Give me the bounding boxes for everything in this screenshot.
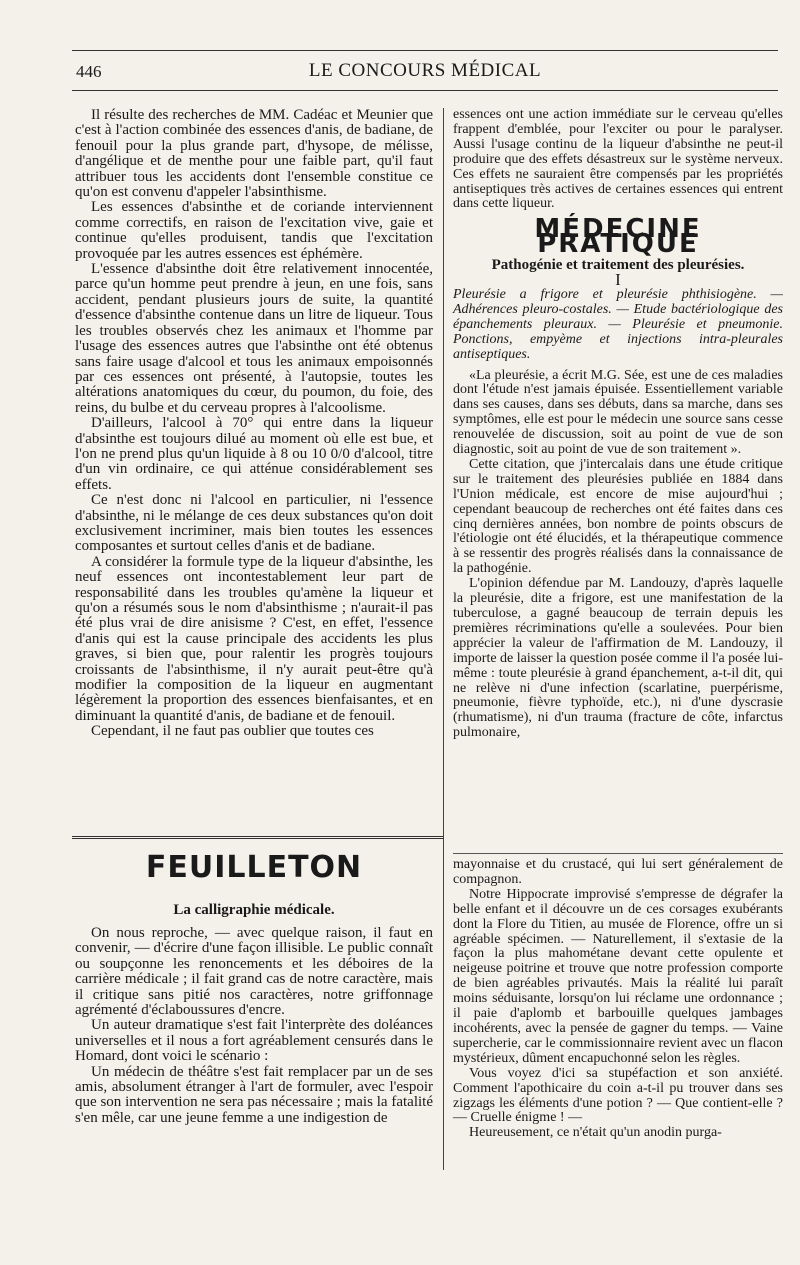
section-subtitle: Pathogénie et traitement des pleurésies. <box>491 257 745 274</box>
page-number: 446 <box>76 62 102 81</box>
header-rule <box>72 90 778 91</box>
paragraph: mayonnaise et du crustacé, qui lui sert généralement de compagnon. <box>453 857 783 887</box>
right-column-article <box>453 108 783 741</box>
paragraph: Ce n'est donc ni l'alcool en particulier, ni l'essence d'absinthe, ni le mélange de ces deux substances qu'on doit exclusivement incriminer, mais bien toutes les essences composantes et surtout celles d'anis et de badiane. <box>75 492 433 555</box>
paragraph: On nous reproche, — avec quelque raison, il faut en convenir, — d'écrire d'une façon illisible. Le public connaît ou soupçonne les renoncements et les déboires de la carrière médicale ; il fait grand cas de notre caractère, mais il critique sans pitié nos caractères, notre griffonnage agrémenté d'éclaboussures d'encre. <box>75 925 433 1019</box>
feuilleton-subtitle: La calligraphie médicale. <box>173 902 335 918</box>
section-summary: Pleurésie a frigore et pleurésie phthisiogène. — Adhérences pleuro-costales. — Etude bactériologique des épanchements pleuraux. — Pleurésie et pneumonie. Ponctions, empyème et injections intra-pleurales antiseptiques. <box>453 286 783 362</box>
feuilleton-text-right <box>453 858 783 1141</box>
paragraph: Cependant, il ne faut pas oublier que toutes ces <box>91 723 374 740</box>
running-title: LE CONCOURS MÉDICAL <box>308 60 542 81</box>
feuilleton-rule-right <box>453 853 783 854</box>
paragraph: Un auteur dramatique s'est fait l'interprète des doléances universelles et il nous a fort agréablement censurés dans le Homard, dont voici le scénario : <box>75 1017 433 1065</box>
paragraph: «La pleurésie, a écrit M.G. Sée, est une de ces maladies dont l'étude n'est jamais épuisée. Essentiellement variable dans ses causes, dans ses débuts, dans sa marche, dans ses symptômes, elle est pour le médecin une source sans cesse renouvelée de discussion, soit au point de vue de son diagnostic, soit au point de vue de son traitement ». <box>453 367 783 458</box>
feuilleton-title: FEUILLETON <box>145 850 363 885</box>
section-number: I <box>615 270 621 290</box>
paragraph: Cette citation, que j'intercalais dans une étude critique sur le traitement des pleurésies publiée en 1884 dans l'Union médicale, est encore de mise aujourd'hui ; cependant beaucoup de recherches ont été faites dans ces cinq dernières années, bon nombre de points obscurs de l'étiologie ont été élucidés, et la thérapeutique commence à se ressentir des progrès réalisés dans la connaissance de la pathogénie. <box>453 456 783 577</box>
feuilleton-text-left <box>75 926 433 1126</box>
left-column-article <box>75 108 433 740</box>
paragraph: Il résulte des recherches de MM. Cadéac et Meunier que c'est à l'action combinée des essences d'anis, de badiane, de fenouil pour la plus grande part, d'hysope, de mélisse, d'angélique et de menthe pour une faible part, qu'il faut attribuer tous les accidents dont l'ensemble constitue ce qu'on est convenu d'appeler l'absinthisme. <box>75 107 433 201</box>
paragraph: D'ailleurs, l'alcool à 70° qui entre dans la liqueur d'absinthe est toujours dilué au moment où elle est bue, et l'on ne prend plus qu'un liquide à 8 ou 10 0/0 d'alcool, titre d'un vin ordinaire, ce qui atténue considérablement ses effets. <box>75 415 433 493</box>
paragraph: L'opinion défendue par M. Landouzy, d'après laquelle la pleurésie, dite a frigore, est une manifestation de la tuberculose, a gagné beaucoup de terrain depuis les premières récriminations qu'elle a soulevées. Pour bien apprécier la valeur de l'affirmation de M. Landouzy, il importe de laisser la question posée comme il l'a posée lui-même : toute pleurésie à grand épanchement, a-t-il dit, qui ne relève ni d'une infection (scarlatine, puerpérisme, pneumonie, fièvre typhoïde, etc.), ni d'une dyscrasie (rhumatisme), ni d'un trauma (fracture de côte, infarctus pulmonaire, <box>453 576 783 741</box>
paragraph: Vous voyez d'ici sa stupéfaction et son anxiété. Comment l'apothicaire du coin a-t-il pu trouver dans ses zigzags les éléments d'une potion ? — Que contient-elle ? — Cruelle énigme ! — <box>453 1065 783 1126</box>
section-title: MÉDECINE PRATIQUE <box>534 214 702 260</box>
top-rule <box>72 50 778 51</box>
paragraph: A considérer la formule type de la liqueur d'absinthe, les neuf essences ont incontestablement leur part de responsabilité dans les troubles qu'amène la liqueur et qu'on a résumés sous le nom d'absinthisme ; n'aurait-il pas été plus vrai de dire anisisme ? C'est, en effet, l'essence d'anis qui est la cause principale des accidents les plus graves, si bien que, pour ralentir les progrès toujours croissants de l'absinthisme, il n'y aurait peut-être qu'à modifier la composition de la liqueur en augmentant légèrement la proportion des essences bienfaisantes, et en diminuant la quantité d'anis, de badiane et de fenouil. <box>75 553 433 724</box>
paragraph: Les essences d'absinthe et de coriande interviennent comme correctifs, en raison de l'excitation vive, gaie et continue qu'elles produisent, tandis que l'excitation provoquée par les autres essences est éphémère. <box>75 199 433 262</box>
paragraph: Heureusement, ce n'était qu'un anodin purga- <box>469 1125 722 1141</box>
feuilleton-divider <box>72 836 443 839</box>
column-divider <box>443 108 444 1170</box>
page-header <box>72 60 778 84</box>
paragraph: L'essence d'absinthe doit être relativement innocentée, parce qu'un homme peut prendre à jeun, en une fois, sans accident, pendant plusieurs jours de suite, la quantité d'essence d'absinthe contenue dans un litre de liqueur. Tous les troubles observés chez les animaux et l'homme par l'usage des essences autres que l'absinthe ont été obtenus sans faire usage d'alcool et tous les animaux empoisonnés par ces essences ont présenté, à l'autopsie, toutes les altérations anatomiques du cœur, du poumon, du foie, des reins, du bulbe et du cerveau propres à l'alcoolisme. <box>75 261 433 416</box>
paragraph: Notre Hippocrate improvisé s'empresse de dégrafer la belle enfant et il découvre un de ces corsages exubérants dont la Flore du Titien, au musée de Florence, offre un si agréable spécimen. — Naturellement, il s'extasie de la façon la plus mahométane devant cette opulente et neigeuse poitrine et trouve que notre profession comporte de bien agréables privautés. Mais la réalité lui paraît moins séduisante, lorsqu'on lui réclame une ordonnance ; il paie d'aplomb et barbouille quelques jambages incohérents, avec la pensée de gagner du temps. — Vaine supercherie, car le commissionnaire revient avec un flacon mystérieux, dûment encapuchonné selon les règles. <box>453 886 783 1066</box>
paragraph: essences ont une action immédiate sur le cerveau qu'elles frappent d'emblée, pour l'exciter ou pour le paralyser. Aussi l'usage continu de la liqueur d'absinthe ne peut-il produire que des effets désastreux sur le système nerveux. Ces effets ne sauraient être compensés par les propriétés antiseptiques très actives de certaines essences qui entrent dans cette liqueur. <box>453 107 783 212</box>
paragraph: Un médecin de théâtre s'est fait remplacer par un de ses amis, absolument étranger à l'art de formuler, avec l'espoir que son intervention ne sera pas nécessaire ; mais la fatalité s'en mêle, car une jeune femme a une indigestion de <box>75 1063 433 1126</box>
